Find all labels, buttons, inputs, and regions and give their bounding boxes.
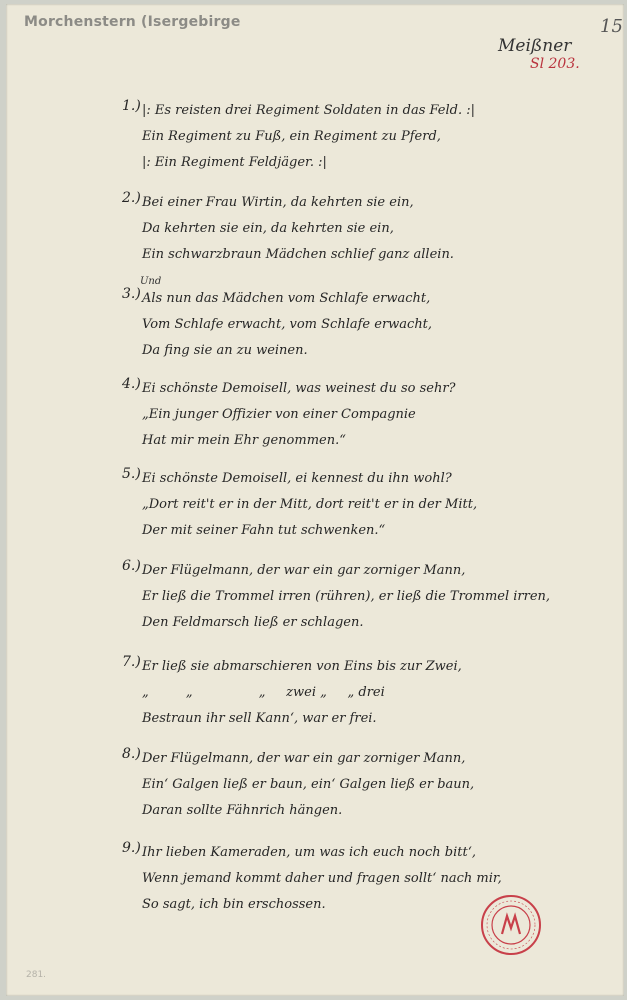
verse-number: 7.) xyxy=(122,654,141,670)
verse-2 xyxy=(122,190,454,268)
verse-6 xyxy=(122,558,550,636)
verse-line: Ein schwarzbraun Mädchen schlief ganz allein. xyxy=(142,247,454,262)
verse-line: Wenn jemand kommt daher und fragen sollt‘ nach mir, xyxy=(142,871,502,886)
verse-line: Da kehrten sie ein, da kehrten sie ein, xyxy=(142,221,394,236)
verse-line: Ein Regiment zu Fuß, ein Regiment zu Pferd, xyxy=(142,129,441,144)
verse-5 xyxy=(122,466,477,544)
verse-line: Den Feldmarsch ließ er schlagen. xyxy=(142,615,364,630)
verse-line: Bei einer Frau Wirtin, da kehrten sie ein, xyxy=(142,195,414,210)
manuscript-page xyxy=(6,4,624,996)
verse-line: Bestraun ihr sell Kann‘, war er frei. xyxy=(142,711,377,726)
verse-1 xyxy=(122,98,475,176)
verse-line: Ei schönste Demoisell, ei kennest du ihn wohl? xyxy=(142,471,452,486)
verse-line: Daran sollte Fähnrich hängen. xyxy=(142,803,343,818)
verse-number: 1.) xyxy=(122,98,141,114)
verse-number: 6.) xyxy=(122,558,141,574)
archive-seal-stamp xyxy=(480,894,542,956)
verse-number: 9.) xyxy=(122,840,141,856)
verse-line: „ „ „ zwei „ „ drei xyxy=(142,685,385,700)
verse-line: Der Flügelmann, der war ein gar zorniger Mann, xyxy=(142,563,466,578)
verse-line: Als nun das Mädchen vom Schlafe erwacht, xyxy=(142,291,431,306)
verse-number: 4.) xyxy=(122,376,141,392)
author-name: Meißner xyxy=(498,36,572,56)
verse-line: „Dort reit't er in der Mitt, dort reit't er in der Mitt, xyxy=(142,497,478,512)
verse-3 xyxy=(122,286,432,364)
verse-line: „Ein junger Offizier von einer Compagnie xyxy=(142,407,416,422)
verse-line: Der Flügelmann, der war ein gar zorniger Mann, xyxy=(142,751,466,766)
verse-number: 8.) xyxy=(122,746,141,762)
verse-line: So sagt, ich bin erschossen. xyxy=(142,897,326,912)
verse-8 xyxy=(122,746,474,824)
verse-3-insertion: Und xyxy=(140,276,162,287)
verse-4 xyxy=(122,376,456,454)
verse-line: Ihr lieben Kameraden, um was ich euch noch bitt‘, xyxy=(142,845,476,860)
verse-number: 2.) xyxy=(122,190,141,206)
verse-line: Ei schönste Demoisell, was weinest du so sehr? xyxy=(142,381,456,396)
verse-line: Er ließ die Trommel irren (rühren), er ließ die Trommel irren, xyxy=(142,589,551,604)
verse-line: |: Es reisten drei Regiment Soldaten in das Feld. :| xyxy=(142,103,476,118)
verse-line: Vom Schlafe erwacht, vom Schlafe erwacht, xyxy=(142,317,433,332)
shelfmark: Sl 203. xyxy=(530,56,580,72)
verse-line: Hat mir mein Ehr genommen.“ xyxy=(142,433,346,448)
collection-stamp: Morchenstern (Isergebirge xyxy=(24,14,241,30)
verse-line: Der mit seiner Fahn tut schwenken.“ xyxy=(142,523,386,538)
verse-7 xyxy=(122,654,462,732)
verse-number: 5.) xyxy=(122,466,141,482)
page-number: 15 xyxy=(600,16,623,37)
verse-line: Da fing sie an zu weinen. xyxy=(142,343,308,358)
corner-mark: 281. xyxy=(26,970,47,980)
verse-9 xyxy=(122,840,502,918)
verse-line: Ein‘ Galgen ließ er baun, ein‘ Galgen ließ er baun, xyxy=(142,777,475,792)
verse-line: Er ließ sie abmarschieren von Eins bis zur Zwei, xyxy=(142,659,462,674)
verse-line: |: Ein Regiment Feldjäger. :| xyxy=(142,155,327,170)
verse-number: 3.) xyxy=(122,286,141,302)
